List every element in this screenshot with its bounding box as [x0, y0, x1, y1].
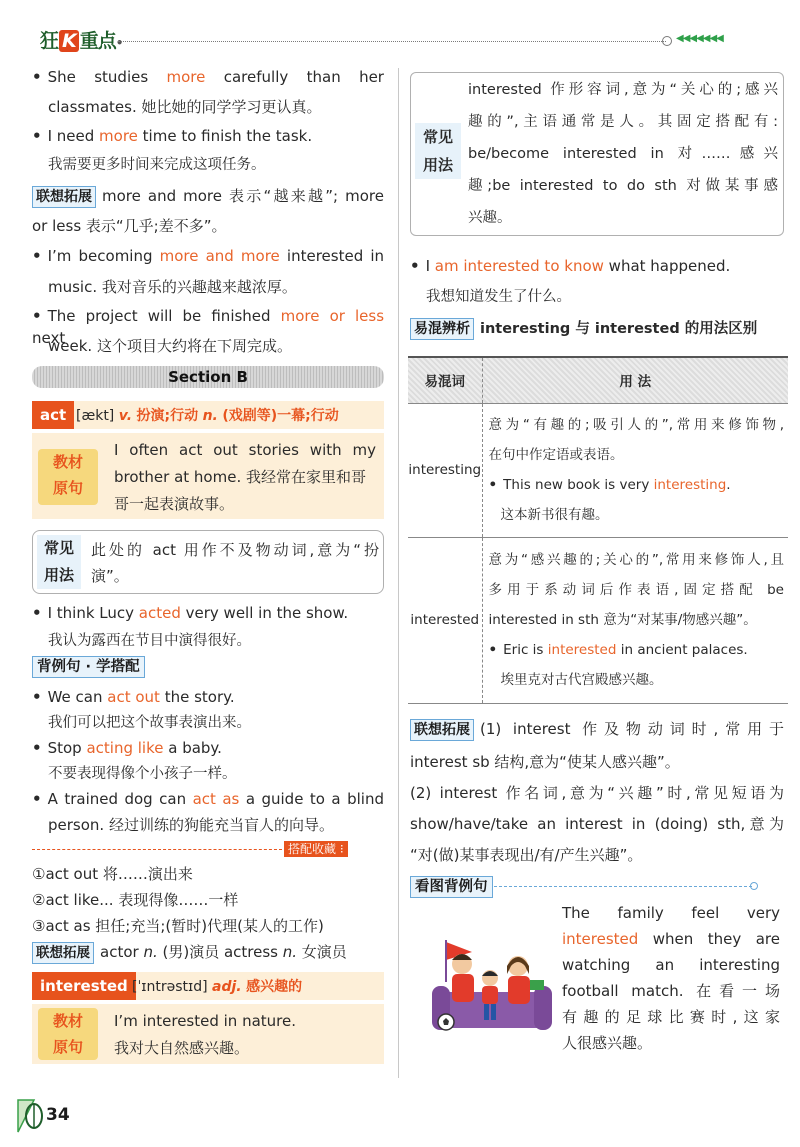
highlight: act out: [107, 688, 160, 706]
page-number: 34: [46, 1105, 70, 1125]
collect-label: 搭配收藏 ⁝: [284, 841, 348, 857]
usage-line: 兴趣。: [468, 210, 512, 226]
memo-example-1: [32, 686, 235, 708]
bullet-icon: •: [32, 247, 42, 265]
word: carefully: [223, 68, 289, 86]
highlight: more: [99, 127, 138, 145]
table-cell-word: interested: [408, 537, 482, 703]
side-text: 常见: [43, 539, 74, 557]
section-b-banner: Section B: [32, 366, 384, 388]
word-entry-interested: [32, 972, 384, 1000]
image-example-line: 人很感兴趣。: [562, 1034, 653, 1052]
definition: 感兴趣的: [246, 979, 303, 995]
collect-text: 搭配收藏: [288, 842, 337, 856]
text: .: [726, 477, 731, 493]
header-arrows-icon: ◀◀◀◀◀◀◀: [676, 33, 723, 44]
logo-text-suffix: 重点: [79, 30, 116, 52]
table-cell-word: interesting: [408, 403, 482, 537]
word: studies: [94, 68, 149, 86]
extension-tag: 联想拓展: [32, 942, 94, 964]
example-more-2: [32, 125, 312, 147]
textbook-line: brother at home. 我经常在家里和哥: [114, 468, 366, 486]
text: I: [425, 257, 435, 275]
memo-example-1-zh: 我们可以把这个故事表演出来。: [48, 715, 251, 731]
extension-3-line: “对(做)某事表现出/有/产生兴趣”。: [410, 846, 643, 864]
bullet-icon: •: [488, 642, 498, 658]
usage-line: 在句中作定语或表语。: [488, 447, 624, 463]
example-interested-1: [410, 255, 730, 277]
text: in ancient palaces.: [616, 642, 748, 658]
image-example-heading: 看图背例句: [410, 876, 493, 898]
usage-line: 此处的 act 用作不及物动词,意为“扮: [91, 541, 379, 559]
usage-line: interested in sth 意为“对某事/物感兴趣”。: [488, 612, 757, 628]
logo-text-k: K: [59, 30, 79, 52]
example-more-1: [32, 66, 384, 88]
word: than: [306, 68, 341, 86]
text: interested in: [279, 247, 385, 265]
textbook-side-label: [38, 1008, 98, 1060]
text: This new book is very: [503, 477, 654, 493]
text: A trained dog can: [47, 790, 193, 808]
side-text: 教材: [52, 1012, 83, 1030]
highlight: more and more: [159, 247, 280, 265]
text: a guide to a blind: [239, 790, 384, 808]
example-interested-1-zh: 我想知道发生了什么。: [426, 289, 571, 305]
bullet-icon: •: [32, 739, 42, 757]
side-text: 原句: [52, 1038, 83, 1056]
highlight: am interested to know: [434, 257, 604, 275]
textbook-line: I’m interested in nature.: [114, 1012, 296, 1030]
pos: v.: [118, 408, 133, 424]
example-more-4-cont: week. 这个项目大约将在下周完成。: [48, 337, 292, 355]
word-entry-act: [32, 401, 384, 429]
memo-example-3-cont: person. 经过训练的狗能充当盲人的向导。: [48, 816, 334, 834]
example-more-3: [32, 245, 384, 267]
highlight: acted: [138, 604, 181, 622]
word-phonetic-def: [132, 976, 302, 996]
confuse-tag: 易混辨析: [410, 318, 474, 340]
text: very well in the show.: [180, 604, 349, 622]
extension-tag: 联想拓展: [410, 719, 474, 741]
usage-example-zh: 这本新书很有趣。: [500, 507, 609, 523]
text: time to finish the task.: [137, 127, 313, 145]
usage-box-act: [32, 530, 384, 594]
side-text: 常见: [422, 128, 453, 146]
usage-box-interested: [410, 72, 784, 236]
bullet-icon: •: [32, 68, 42, 86]
example-more-3-cont: music. 我对音乐的兴趣越来越浓厚。: [48, 278, 297, 296]
extension-3-line: interest sb 结构,意为“使某人感兴趣”。: [410, 753, 680, 771]
family-football-illustration: [432, 936, 552, 1040]
word: her: [359, 68, 384, 86]
example-more-2-zh: 我需要更多时间来完成这项任务。: [48, 157, 266, 173]
text: Eric is: [503, 642, 548, 658]
image-example-line: 有趣的足球比赛时,这家: [562, 1008, 780, 1026]
text: The project will be finished: [47, 307, 281, 325]
definition: 扮演;行动: [136, 408, 199, 424]
header-circle-icon: [662, 36, 672, 46]
table-cell-usage: [482, 403, 788, 537]
example-more-1-cont: classmates. 她比她的同学学习更认真。: [48, 98, 322, 116]
confuse-heading: [410, 318, 757, 340]
highlight: more or less: [280, 307, 385, 325]
table-row: [408, 403, 788, 537]
phonetic: [ˈɪntrəstɪd]: [132, 979, 208, 995]
extension-tag: 联想拓展: [32, 186, 96, 208]
extension-3: [410, 718, 784, 741]
side-text: 用法: [422, 156, 453, 174]
word-label: interested: [32, 972, 136, 1000]
bullet-icon: •: [410, 257, 420, 275]
table-cell-usage: [482, 537, 788, 703]
usage-example-zh: 埃里克对古代宫殿感兴趣。: [500, 672, 663, 688]
word: She: [47, 68, 76, 86]
text: when they are: [638, 930, 780, 948]
bullet-icon: •: [32, 688, 42, 706]
table-header-row: [408, 357, 788, 403]
bullet-icon: •: [32, 604, 42, 622]
image-example-line: [562, 926, 780, 952]
highlight: interested: [562, 930, 639, 948]
extension-3-line: (2) interest 作名词,意为“兴趣”时,常见短语为: [410, 784, 784, 802]
memo-example-3: [32, 788, 384, 810]
side-text: 用法: [43, 566, 74, 584]
usage-line: 演”。: [91, 567, 129, 585]
text: next: [32, 329, 66, 347]
textbook-line: I often act out stories with my: [114, 441, 376, 459]
phonetic: [ækt]: [76, 408, 115, 424]
highlight: interesting: [653, 477, 727, 493]
example-act-1-zh: 我认为露西在节目中演得很好。: [48, 633, 251, 649]
bullet-icon: •: [32, 307, 42, 325]
bullet-icon: •: [488, 477, 498, 493]
text: what happened.: [603, 257, 731, 275]
text: I think Lucy: [47, 604, 139, 622]
pos: n.: [202, 408, 218, 424]
textbook-line: 哥一起表演故事。: [114, 495, 235, 513]
column-divider: [398, 68, 399, 1078]
text: (男)演员 actress: [157, 943, 283, 961]
image-heading-circle-icon: [750, 882, 758, 890]
pos: n.: [143, 943, 158, 961]
table-header-cell: 用 法: [482, 357, 788, 403]
definition: (戏剧等)一幕;行动: [222, 408, 339, 424]
usage-line: 意为“有趣的;吸引人的”,常用来修饰物,: [488, 417, 784, 433]
extension-2: [32, 941, 347, 964]
text: more and more 表示“越来越”; more: [102, 187, 384, 205]
highlight: interested: [547, 642, 617, 658]
bullet-icon: •: [32, 790, 42, 808]
extension-3-line: show/have/take an interest in (doing) sth,意为: [410, 815, 784, 833]
image-example-box: [410, 896, 784, 1062]
usage-line: 多用于系动词后作表语,固定搭配 be: [488, 582, 784, 598]
pos: adj.: [212, 979, 242, 995]
usage-example: [489, 470, 785, 500]
memo-example-2: [32, 737, 222, 759]
image-example-line: football match. 在看一场: [562, 982, 780, 1000]
usage-line: 趣的”,主语通常是人。其固定搭配有:: [468, 114, 778, 130]
image-example-line: watching an interesting: [562, 956, 780, 974]
image-heading-rule: [494, 886, 752, 887]
table-header-cell: 易混词: [408, 357, 482, 403]
confuse-title: interesting 与 interested 的用法区别: [480, 321, 758, 337]
side-text: 教材: [52, 453, 83, 471]
textbook-sentence-interested: [32, 1004, 384, 1064]
side-text: 原句: [52, 479, 83, 497]
brand-logo: [40, 26, 122, 53]
usage-line: interested 作形容词,意为“关心的;感兴: [468, 82, 778, 98]
highlight: act as: [192, 790, 240, 808]
phrase-item: ①act out 将……演出来: [32, 865, 193, 883]
logo-dot: •: [115, 36, 123, 50]
logo-text-prefix: 狂: [40, 30, 59, 52]
word-label: act: [32, 401, 74, 429]
example-act-1: [32, 602, 348, 624]
textbook-side-label: [38, 449, 98, 505]
usage-line: 趣;be interested to do sth 对做某事感: [468, 178, 778, 194]
collect-divider: [32, 849, 282, 850]
bullet-icon: •: [32, 127, 42, 145]
text: actor: [100, 943, 144, 961]
phrase-item: ③act as 担任;充当;(暂时)代理(某人的工作): [32, 917, 324, 935]
highlight: acting like: [86, 739, 164, 757]
text: I need: [47, 127, 100, 145]
word-phonetic-def: [76, 405, 339, 425]
extension-1: [32, 185, 384, 208]
usage-line: be/become interested in 对……感兴: [468, 146, 778, 162]
comparison-table: [408, 356, 788, 704]
highlight-more: more: [166, 68, 206, 86]
page-header: [0, 0, 800, 62]
textbook-sentence-act: [32, 433, 384, 519]
text: I’m becoming: [47, 247, 160, 265]
text: a baby.: [163, 739, 222, 757]
text: 女演员: [297, 943, 347, 961]
image-example-line: The family feel very: [562, 904, 780, 922]
usage-line: 意为“感兴趣的;关心的”,常用来修饰人,且: [488, 552, 784, 568]
textbook-line: 我对大自然感兴趣。: [114, 1039, 250, 1057]
text: Stop: [47, 739, 87, 757]
table-row: [408, 537, 788, 703]
memo-heading: 背例句 · 学搭配: [32, 656, 145, 678]
text: We can: [47, 688, 108, 706]
header-divider: [118, 41, 666, 42]
extension-1-cont: or less 表示“几乎;差不多”。: [32, 217, 227, 235]
phrase-item: ②act like... 表现得像……一样: [32, 891, 239, 909]
usage-side-label: [415, 123, 461, 179]
text: the story.: [159, 688, 235, 706]
usage-example: [489, 635, 785, 665]
pos: n.: [282, 943, 298, 961]
memo-example-2-zh: 不要表现得像个小孩子一样。: [48, 766, 237, 782]
text: (1) interest 作及物动词时,常用于: [480, 720, 784, 738]
usage-side-label: [37, 535, 81, 589]
